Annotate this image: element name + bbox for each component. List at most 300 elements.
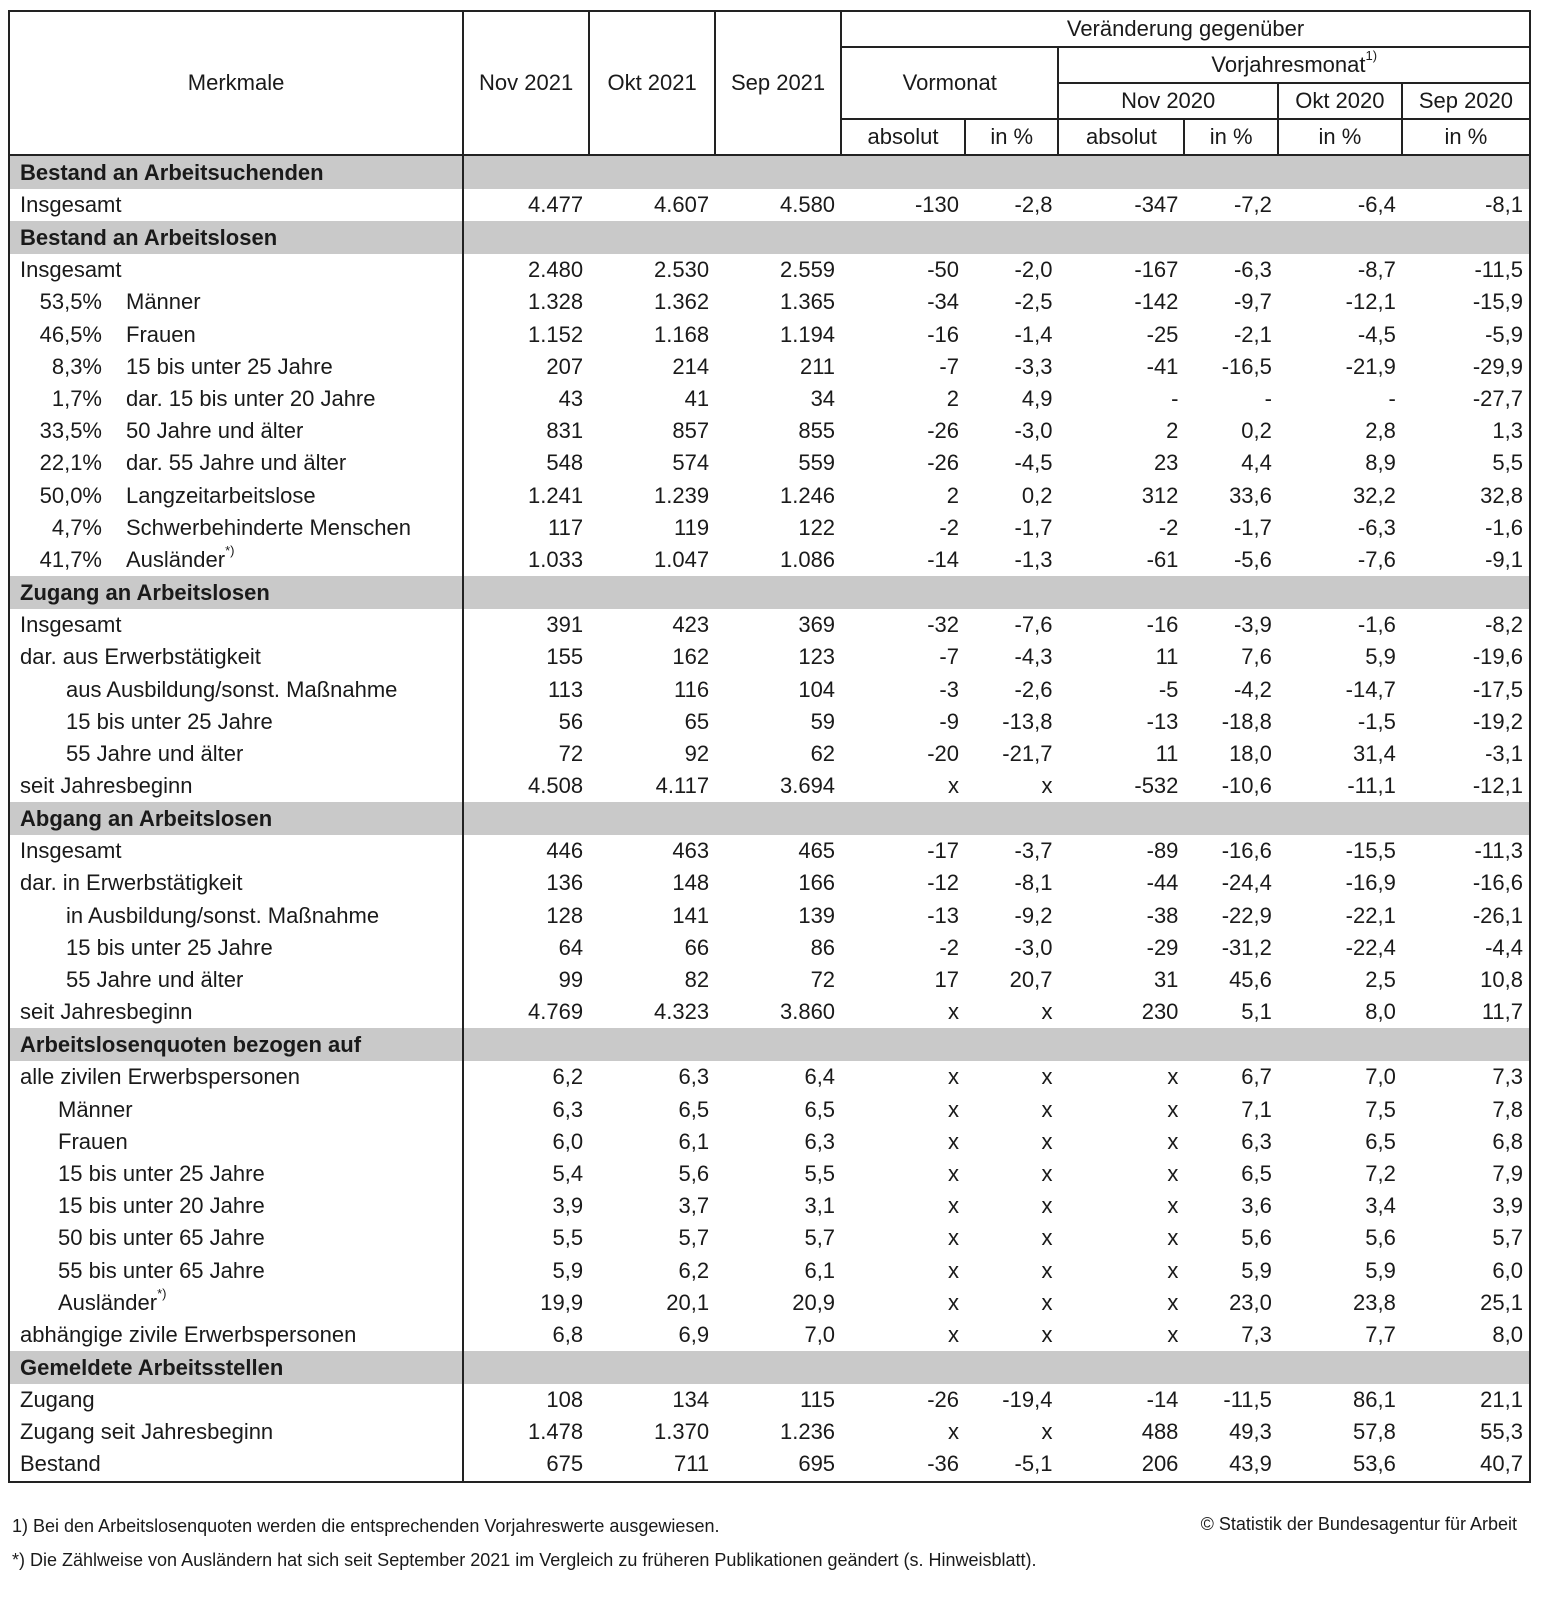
row-label: 50 bis unter 65 Jahre (58, 1225, 265, 1251)
row-share-percent: 8,3% (51, 353, 102, 379)
row-label: Langzeitarbeitslose (126, 482, 316, 508)
value-cell: 92 (684, 740, 710, 766)
value-cell: x (947, 1225, 959, 1251)
row-label: 15 bis unter 25 Jahre (126, 353, 333, 379)
value-cell: -2 (1158, 514, 1179, 540)
value-cell: -6,3 (1233, 257, 1272, 283)
value-cell: -5 (1158, 676, 1179, 702)
value-cell: -29,9 (1472, 353, 1523, 379)
value-cell: 1.362 (654, 289, 710, 315)
value-cell: 1.033 (463, 544, 589, 576)
value-cell: 1.478 (463, 1416, 589, 1448)
section-header-fill (463, 155, 1530, 189)
value-cell: -22,4 (1345, 934, 1396, 960)
value-cell: 488 (1141, 1419, 1179, 1445)
value-cell: 6,4 (804, 1064, 836, 1090)
row-label: 55 Jahre und älter (66, 967, 244, 993)
value-cell: 34 (810, 386, 836, 412)
value-cell: -1,3 (1014, 546, 1053, 572)
value-cell: 5,6 (1365, 1225, 1396, 1251)
value-cell: 0,2 (1241, 418, 1272, 444)
section-title: Abgang an Arbeitslosen (9, 802, 463, 835)
value-cell: -16 (927, 321, 959, 347)
section-header-row (9, 155, 1530, 189)
value-cell: -532 (1134, 773, 1179, 799)
value-cell: -89 (1146, 838, 1179, 864)
value-cell: 23 (1153, 450, 1179, 476)
row-label-cell (9, 706, 463, 738)
value-cell: -2,5 (1014, 289, 1053, 315)
value-cell: 17 (934, 967, 959, 993)
value-cell: 7,0 (804, 1321, 836, 1347)
value-cell: 4.769 (463, 996, 589, 1028)
value-cell: 5,4 (463, 1158, 589, 1190)
value-cell: 1.328 (463, 286, 589, 318)
row-label-cell (9, 932, 463, 964)
value-cell: -4,3 (1014, 644, 1053, 670)
value-cell: 65 (684, 708, 710, 734)
row-label-cell (9, 286, 463, 318)
value-cell: -31,2 (1221, 934, 1272, 960)
value-cell: 211 (799, 353, 836, 379)
value-cell: 128 (463, 900, 589, 932)
value-cell: x (947, 1193, 959, 1219)
value-cell: -3,9 (1233, 612, 1272, 638)
value-cell: 1,3 (1492, 418, 1523, 444)
value-cell: 0,2 (1021, 482, 1053, 508)
value-cell: x (1167, 1096, 1179, 1122)
value-cell: 214 (672, 353, 710, 379)
value-cell: 2.559 (779, 257, 836, 283)
value-cell: -16,6 (1472, 870, 1523, 896)
value-cell: 463 (672, 838, 710, 864)
value-cell: x (1041, 1225, 1053, 1251)
value-cell: 141 (672, 902, 710, 928)
table-row (9, 964, 1530, 996)
row-label-cell (9, 544, 463, 576)
value-cell: 695 (798, 1451, 836, 1477)
value-cell: 6,5 (1241, 1160, 1272, 1186)
value-cell: 32,8 (1480, 482, 1523, 508)
row-label-cell (9, 1319, 463, 1351)
row-label: Insgesamt (20, 612, 122, 638)
row-label-cell (9, 1287, 463, 1319)
value-cell: 148 (672, 870, 710, 896)
section-header-fill (463, 1351, 1530, 1384)
value-cell: 6,3 (463, 1094, 589, 1126)
value-cell: -12,1 (1345, 289, 1396, 315)
value-cell: -14 (927, 546, 959, 572)
section-title: Arbeitslosenquoten bezogen auf (9, 1028, 463, 1061)
section-header-fill (463, 1028, 1530, 1061)
value-cell: -25 (1146, 321, 1179, 347)
value-cell: x (1167, 1225, 1179, 1251)
value-cell: -5,6 (1233, 546, 1272, 572)
value-cell: 6,1 (678, 1128, 710, 1154)
row-share-percent: 33,5% (39, 418, 102, 444)
value-cell: 855 (798, 418, 836, 444)
value-cell: x (947, 1321, 959, 1347)
table-row (9, 544, 1530, 576)
table-row (9, 1319, 1530, 1351)
row-label: Zugang seit Jahresbeginn (20, 1419, 274, 1445)
row-label: Insgesamt (20, 838, 122, 864)
row-share-percent: 22,1% (39, 450, 102, 476)
value-cell: 6,5 (804, 1096, 836, 1122)
value-cell: -11,5 (1223, 1387, 1272, 1413)
row-label-cell (9, 867, 463, 899)
row-label-cell (9, 964, 463, 996)
value-cell: -44 (1146, 870, 1179, 896)
value-cell: 104 (798, 676, 836, 702)
value-cell: 1.168 (654, 321, 710, 347)
value-cell: -50 (927, 257, 959, 283)
value-cell: 3,1 (804, 1193, 836, 1219)
value-cell: x (947, 1096, 959, 1122)
value-cell: 7,6 (1241, 644, 1272, 670)
value-cell: 5,6 (678, 1160, 710, 1186)
value-cell: 43 (463, 383, 589, 415)
value-cell: 2 (1166, 418, 1179, 444)
value-cell: -34 (927, 289, 959, 315)
row-label: in Ausbildung/sonst. Maßnahme (66, 902, 380, 928)
value-cell: 23,0 (1229, 1289, 1272, 1315)
row-label-cell (9, 383, 463, 415)
row-label: Ausländer (126, 546, 226, 572)
value-cell: 8,9 (1365, 450, 1396, 476)
row-label: Zugang (20, 1387, 95, 1413)
value-cell: x (1041, 1160, 1053, 1186)
value-cell: x (1041, 773, 1053, 799)
value-cell: 423 (672, 612, 710, 638)
value-cell: -8,1 (1014, 870, 1053, 896)
value-cell: 25,1 (1480, 1289, 1523, 1315)
value-cell: - (1264, 386, 1272, 412)
table-body (9, 155, 1530, 1482)
value-cell: -26 (927, 418, 959, 444)
value-cell: 1.194 (779, 321, 836, 347)
value-cell: -15,9 (1472, 289, 1523, 315)
section-header-row (9, 576, 1530, 609)
row-label-cell (9, 609, 463, 641)
statistics-table-container (8, 10, 1531, 1483)
value-cell: -13,8 (1002, 708, 1053, 734)
value-cell: 3,4 (1365, 1193, 1396, 1219)
table-row (9, 512, 1530, 544)
value-cell: 162 (672, 644, 710, 670)
value-cell: 122 (798, 514, 836, 540)
value-cell: 20,1 (666, 1289, 710, 1315)
row-label: dar. 15 bis unter 20 Jahre (126, 386, 376, 412)
value-cell: 115 (799, 1387, 836, 1413)
value-cell: -1,7 (1014, 514, 1053, 540)
value-cell: 6,5 (1365, 1128, 1396, 1154)
value-cell: 711 (674, 1451, 710, 1477)
value-cell: -7 (939, 353, 959, 379)
value-cell: 113 (463, 673, 589, 705)
header-okt-2021: Okt 2021 (589, 11, 715, 155)
value-cell: 6,2 (678, 1257, 710, 1283)
value-cell: -38 (1146, 902, 1179, 928)
row-label-cell (9, 1158, 463, 1190)
value-cell: -22,9 (1221, 902, 1272, 928)
value-cell: -18,8 (1221, 708, 1272, 734)
value-cell: 116 (674, 676, 710, 702)
value-cell: 3.860 (779, 999, 836, 1025)
table-row (9, 609, 1530, 641)
value-cell: 49,3 (1229, 1419, 1272, 1445)
value-cell: -17,5 (1472, 676, 1523, 702)
value-cell: -167 (1134, 257, 1179, 283)
row-label: aus Ausbildung/sonst. Maßnahme (66, 676, 398, 702)
header-vormonat-absolut: absolut (841, 119, 965, 155)
value-cell: -2,6 (1014, 676, 1053, 702)
header-nov-2021: Nov 2021 (463, 11, 589, 155)
table-row (9, 1448, 1530, 1481)
value-cell: x (1041, 1096, 1053, 1122)
value-cell: -21,7 (1002, 740, 1053, 766)
header-vormonat: Vormonat (841, 47, 1058, 119)
header-nov-2020: Nov 2020 (1058, 83, 1277, 119)
header-sep2020-in-pct: in % (1402, 119, 1530, 155)
value-cell: 20,9 (792, 1289, 836, 1315)
value-cell: x (947, 1160, 959, 1186)
value-cell: -16,5 (1221, 353, 1272, 379)
row-label-cell (9, 996, 463, 1028)
row-label: abhängige zivile Erwerbspersonen (20, 1321, 357, 1347)
value-cell: 7,8 (1492, 1096, 1523, 1122)
row-label: Insgesamt (20, 257, 122, 283)
value-cell: x (1041, 1289, 1053, 1315)
row-label: 55 bis unter 65 Jahre (58, 1257, 265, 1283)
value-cell: 6,3 (1241, 1128, 1272, 1154)
value-cell: 2.480 (463, 254, 589, 286)
row-label-cell (9, 512, 463, 544)
value-cell: x (1041, 1128, 1053, 1154)
value-cell: 5,6 (1241, 1225, 1272, 1251)
value-cell: 6,8 (1492, 1128, 1523, 1154)
table-row (9, 641, 1530, 673)
value-cell: 4,9 (1021, 386, 1053, 412)
value-cell: 4.580 (779, 192, 836, 218)
value-cell: -13 (1146, 708, 1179, 734)
table-row (9, 189, 1530, 221)
row-label-cell (9, 351, 463, 383)
value-cell: 11 (1155, 740, 1179, 766)
value-cell: -11,5 (1474, 257, 1523, 283)
row-label: seit Jahresbeginn (20, 999, 193, 1025)
source-credit: © Statistik der Bundesagentur für Arbeit (1200, 1514, 1517, 1534)
value-cell: -13 (927, 902, 959, 928)
value-cell: 23,8 (1353, 1289, 1396, 1315)
value-cell: 6,1 (804, 1257, 836, 1283)
table-row (9, 319, 1530, 351)
section-header-row (9, 1028, 1530, 1061)
value-cell: 207 (463, 351, 589, 383)
header-nov2020-in-pct: in % (1184, 119, 1277, 155)
value-cell: -130 (914, 192, 959, 218)
value-cell: 86 (810, 934, 836, 960)
value-cell: 1.239 (654, 482, 710, 508)
row-share-percent: 50,0% (39, 482, 102, 508)
row-label-cell (9, 900, 463, 932)
value-cell: 7,9 (1492, 1160, 1523, 1186)
value-cell: 1.152 (463, 319, 589, 351)
value-cell: -9,1 (1485, 546, 1523, 572)
row-label: seit Jahresbeginn (20, 773, 193, 799)
value-cell: 41 (684, 386, 710, 412)
value-cell: 134 (672, 1387, 710, 1413)
value-cell: -5,9 (1485, 321, 1523, 347)
row-share-percent: 46,5% (39, 321, 102, 347)
value-cell: 5,7 (804, 1225, 836, 1251)
value-cell: 43,9 (1229, 1451, 1272, 1477)
value-cell: 82 (684, 967, 710, 993)
value-cell: -3,1 (1485, 740, 1523, 766)
section-header-fill (463, 802, 1530, 835)
value-cell: 369 (798, 612, 836, 638)
value-cell: 2 (946, 386, 959, 412)
value-cell: x (1167, 1321, 1179, 1347)
value-cell: -4,5 (1357, 321, 1396, 347)
row-share-percent: 53,5% (39, 289, 102, 315)
value-cell: 5,9 (1365, 1257, 1396, 1283)
value-cell: 31,4 (1353, 740, 1396, 766)
value-cell: 559 (798, 450, 836, 476)
table-row (9, 286, 1530, 318)
table-row (9, 383, 1530, 415)
value-cell: -29 (1146, 934, 1179, 960)
table-row (9, 770, 1530, 802)
value-cell: x (1167, 1128, 1179, 1154)
value-cell: -22,1 (1345, 902, 1396, 928)
table-row (9, 1222, 1530, 1254)
header-sep-2021: Sep 2021 (715, 11, 841, 155)
row-label-cell (9, 673, 463, 705)
value-cell: - (1171, 386, 1179, 412)
value-cell: 62 (810, 740, 836, 766)
value-cell: 7,3 (1241, 1321, 1272, 1347)
table-row (9, 447, 1530, 479)
value-cell: 8,0 (1365, 999, 1396, 1025)
value-cell: 166 (798, 870, 836, 896)
value-cell: 117 (463, 512, 589, 544)
value-cell: 1.365 (779, 289, 836, 315)
table-row (9, 254, 1530, 286)
value-cell: 2.530 (654, 257, 710, 283)
table-row (9, 1190, 1530, 1222)
header-veraenderung: Veränderung gegenüber (841, 11, 1530, 47)
value-cell: -8,1 (1485, 192, 1523, 218)
value-cell: 5,5 (804, 1160, 836, 1186)
section-header-fill (463, 221, 1530, 254)
value-cell: 86,1 (1353, 1387, 1396, 1413)
value-cell: 4.477 (463, 189, 589, 221)
value-cell: x (1041, 1321, 1053, 1347)
row-label-cell (9, 1061, 463, 1093)
row-label-cell (9, 254, 463, 286)
value-cell: 446 (463, 835, 589, 867)
value-cell: -9,2 (1014, 902, 1053, 928)
value-cell: -2,1 (1233, 321, 1272, 347)
row-label-cell (9, 770, 463, 802)
value-cell: 7,3 (1492, 1064, 1523, 1090)
value-cell: x (1041, 1419, 1053, 1445)
value-cell: -2,0 (1014, 257, 1053, 283)
value-cell: 1.086 (779, 546, 836, 572)
value-cell: 465 (798, 838, 836, 864)
value-cell: -2,8 (1014, 192, 1053, 218)
value-cell: 53,6 (1353, 1451, 1396, 1477)
value-cell: 20,7 (1009, 967, 1053, 993)
value-cell: x (1167, 1193, 1179, 1219)
value-cell: 2 (946, 482, 959, 508)
value-cell: 32,2 (1353, 482, 1396, 508)
value-cell: 1.047 (654, 546, 710, 572)
row-label: 15 bis unter 25 Jahre (66, 934, 273, 960)
value-cell: -21,9 (1345, 353, 1396, 379)
value-cell: -11,1 (1347, 773, 1396, 799)
table-row (9, 1416, 1530, 1448)
value-cell: 40,7 (1480, 1451, 1523, 1477)
value-cell: -9 (939, 708, 959, 734)
row-label-cell (9, 1190, 463, 1222)
header-nov2020-absolut: absolut (1058, 119, 1184, 155)
value-cell: -3 (939, 676, 959, 702)
table-row (9, 1158, 1530, 1190)
value-cell: 1.246 (779, 482, 836, 508)
value-cell: -3,0 (1014, 418, 1053, 444)
value-cell: 6,0 (1492, 1257, 1523, 1283)
value-cell: 6,2 (463, 1061, 589, 1093)
value-cell: 206 (1141, 1451, 1179, 1477)
value-cell: 7,5 (1365, 1096, 1396, 1122)
value-cell: 3,7 (678, 1193, 710, 1219)
row-label: dar. 55 Jahre und älter (126, 450, 347, 476)
section-header-row (9, 221, 1530, 254)
value-cell: -1,5 (1357, 708, 1396, 734)
table-header (9, 11, 1530, 155)
value-cell: 155 (463, 641, 589, 673)
section-title: Zugang an Arbeitslosen (9, 576, 463, 609)
value-cell: -347 (1134, 192, 1179, 218)
value-cell: 57,8 (1353, 1419, 1396, 1445)
value-cell: 3.694 (779, 773, 836, 799)
value-cell: x (947, 1289, 959, 1315)
value-cell: -27,7 (1472, 386, 1523, 412)
value-cell: 7,7 (1365, 1321, 1396, 1347)
table-row (9, 1126, 1530, 1158)
table-row (9, 1094, 1530, 1126)
value-cell: 18,0 (1229, 740, 1272, 766)
value-cell: 10,8 (1480, 967, 1523, 993)
value-cell: x (1167, 1160, 1179, 1186)
table-row (9, 867, 1530, 899)
value-cell: -142 (1134, 289, 1179, 315)
value-cell: -16,9 (1345, 870, 1396, 896)
value-cell: 6,7 (1241, 1064, 1272, 1090)
section-header-row (9, 802, 1530, 835)
row-label-cell (9, 1254, 463, 1286)
row-label: Insgesamt (20, 192, 122, 218)
row-label: 50 Jahre und älter (126, 418, 304, 444)
value-cell: 5,7 (678, 1225, 710, 1251)
value-cell: x (1167, 1257, 1179, 1283)
table-row (9, 900, 1530, 932)
value-cell: -12 (927, 870, 959, 896)
value-cell: 1.236 (779, 1419, 836, 1445)
value-cell: -6,3 (1357, 514, 1396, 540)
